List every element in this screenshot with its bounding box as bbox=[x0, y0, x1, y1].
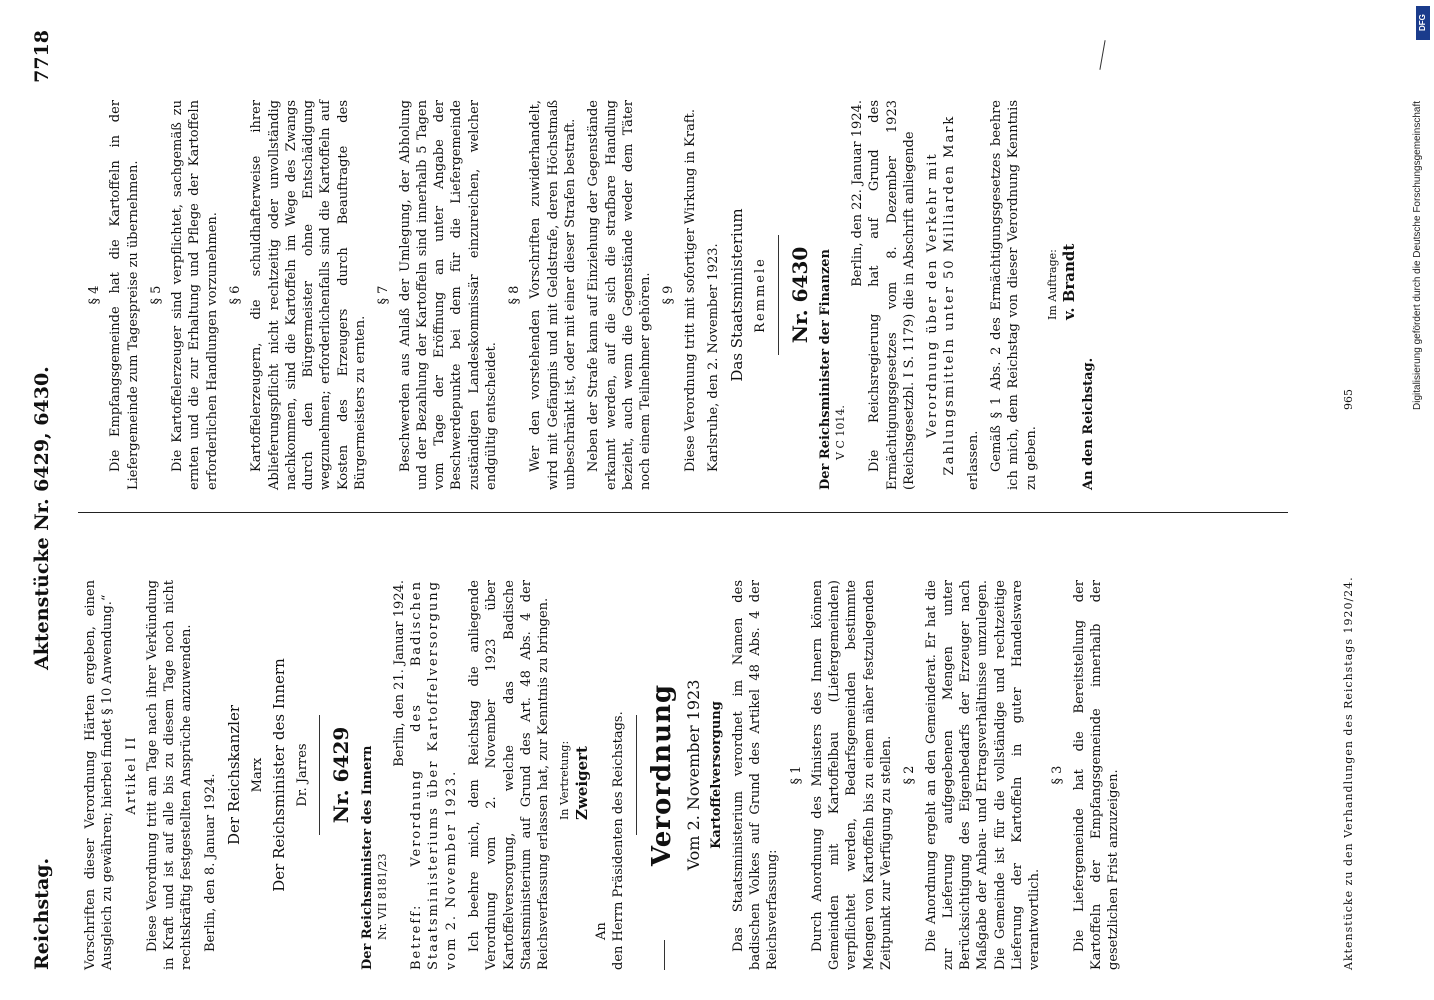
ordinance-title: Verordnung bbox=[646, 683, 677, 867]
dfg-sidebar bbox=[1412, 0, 1434, 1000]
paragraph: Die Empfangsgemeinde hat die Kartoffeln in der Liefergemeinde zum Tagespreise zu übernehmen. bbox=[108, 100, 141, 490]
dfg-funding-note: Digitalisierung gefördert durch die Deutsche Forschungsgemeinschaft bbox=[1412, 100, 1423, 410]
mandate-label: Im Auftrage: bbox=[1045, 249, 1059, 320]
header-page-number: 7718 bbox=[31, 30, 53, 83]
paragraph: Gemäß § 1 Abs. 2 des Ermächtigungsgesetzes beehre ich mich, dem Reichstag von dieser Verordnung Kenntnis zu geben. bbox=[988, 100, 1039, 490]
paragraph: Die Anordnung ergeht an den Gemeinderat. Er hat die zur Lieferung aufgegebenen Mengen unter Berücksichtigung des Eigenbedarfs der Erzeuger nach Maßgabe der Anbau- und Ertragsverhältnisse umzulegen. Die Gemeinde ist für die vollständige und rechtzeitige Lieferung der Kartoffeln in guter Handelsware verantwortlich. bbox=[923, 580, 1043, 970]
header-left: Reichstag. bbox=[31, 857, 53, 970]
header-title: Aktenstücke Nr. 6429, 6430. bbox=[31, 366, 53, 670]
signature-name: Remmele bbox=[753, 257, 769, 333]
signature-role: Das Staatsministerium bbox=[728, 208, 747, 382]
separator bbox=[778, 235, 779, 355]
paragraph: Neben der Strafe kann auf Einziehung der Gegenstände erkannt werden, auf die sich die strafbare Handlung bezieht, auch wenn die Gegenstände weder dem Täter noch einem Teilnehmer gehören. bbox=[586, 100, 654, 490]
separator bbox=[636, 715, 637, 835]
reference-number: V C 1014. bbox=[834, 405, 848, 460]
section-number: § 7 bbox=[376, 285, 392, 305]
paragraph: Kartoffelerzeugern, die schuldhafterweise ihrer Ablieferungspflicht nicht rechtzeitig oder unvollständig nachkommen, sind die Kartoffeln im Wege des Zwangs durch den Bürgermeister ohne Entschädigung wegzunehmen; erforderlichenfalls sind die Kartoffeln auf Kosten des Erzeugers durch Beauftragte des Bürgermeisters zu ernten. bbox=[249, 100, 368, 490]
sender: Der Reichsminister der Finanzen bbox=[818, 248, 834, 490]
left-column bbox=[82, 580, 1332, 970]
section-number: § 6 bbox=[227, 285, 243, 305]
paragraph: Die Liefergemeinde hat die Bereitstellung der Kartoffeln der Empfangsgemeinde innerhalb der gesetzlichen Frist anzuzeigen. bbox=[1071, 580, 1122, 970]
date-line: Karlsruhe, den 2. November 1923. bbox=[706, 243, 721, 472]
ordinance-reference: Verordnung über den Verkehr mit Zahlungsmitteln unter 50 Milliarden Mark bbox=[925, 114, 958, 476]
rotated-document-page bbox=[30, 30, 1390, 970]
page-header bbox=[30, 30, 66, 970]
section-number: § 8 bbox=[507, 285, 523, 305]
paragraph: Diese Verordnung tritt mit sofortiger Wirkung in Kraft. bbox=[682, 108, 698, 472]
ordinance-subject: Kartoffelversorgung bbox=[709, 701, 725, 849]
document-number: Nr. 6429 bbox=[329, 726, 354, 824]
document-number: Nr. 6430 bbox=[787, 246, 812, 344]
paragraph: Diese Verordnung tritt am Tage nach ihrer Verkündung in Kraft und ist auf alle bis zu diesem Tage noch nicht rechtskräftig festgestellten Ansprüche anzuwenden. bbox=[144, 580, 195, 970]
subject-line: Betreff: Verordnung des Badischen Staatsministeriums über Kartoffelversorgung vom 2. November 1923. bbox=[409, 580, 459, 970]
signature-name: Dr. Jarres bbox=[295, 743, 311, 807]
addressee-label: An bbox=[594, 922, 609, 940]
separator bbox=[319, 715, 320, 835]
paragraph: Durch Anordnung des Ministers des Innern können Gemeinden mit Kartoffelbau (Liefergemeinden) verpflichtet werden, Bedarfsgemeinden bestimmte Mengen von Kartoffeln bis zu einem näher festzulegenden Zeitpunkt zur Verfügung zu stellen. bbox=[809, 580, 894, 970]
signature-role: Der Reichsminister des Innern bbox=[270, 658, 289, 892]
column-divider bbox=[78, 512, 1288, 513]
deputy-name: Zweigert bbox=[573, 746, 592, 820]
paragraph: Ich beehre mich, dem Reichstag die anliegende Verordnung vom 2. November 1923 über Kartoffelversorgung, welche das Badische Staatsministerium auf Grund des Art. 48 Abs. 4 der Reichsverfassung erlassen hat, zur Kenntnis zu bringen. bbox=[467, 580, 552, 970]
paragraph: Vorschriften dieser Verordnung Härten ergeben, einen Ausgleich zu gewähren; hierbei findet § 10 Anwendung.“ bbox=[83, 580, 116, 970]
section-number: § 4 bbox=[87, 285, 102, 305]
paragraph: erlassen. bbox=[965, 430, 981, 490]
dfg-logo: DFG bbox=[1416, 6, 1430, 40]
addressee: den Herrn Präsidenten des Reichstags. bbox=[611, 711, 627, 970]
ordinance-date: Vom 2. November 1923 bbox=[684, 679, 704, 871]
paragraph: Das Staatsministerium verordnet im Namen des badischen Volkes auf Grund des Artikel 48 Abs. 4 der Reichsverfassung: bbox=[730, 580, 781, 970]
footer-page-number: 965 bbox=[1342, 389, 1355, 410]
section-number: § 5 bbox=[148, 285, 164, 305]
date-line: Berlin, den 8. Januar 1924. bbox=[202, 773, 218, 952]
paragraph: Die Kartoffelerzeuger sind verpflichtet, sachgemäß zu ernten und die zur Erhaltung und Pflege der Kartoffeln erforderlichen Handlungen vorzunehmen. bbox=[170, 100, 220, 490]
mandate-name: v. Brandt bbox=[1060, 243, 1079, 320]
deputy-label: In Vertretung: bbox=[558, 740, 572, 820]
section-number: § 1 bbox=[788, 765, 804, 785]
section-number: § 2 bbox=[902, 765, 918, 785]
addressee: An den Reichstag. bbox=[1081, 357, 1097, 490]
page-footer: Aktenstücke zu den Verhandlungen des Reichstags 1920/24. bbox=[1342, 576, 1355, 970]
signature-name: Marx bbox=[249, 757, 265, 793]
paragraph: Die Reichsregierung hat auf Grund des Ermächtigungsgesetzes vom 8. Dezember 1923 (Reichsgesetzbl. I S. 1179) die in Abschrift anliegende bbox=[867, 100, 917, 490]
date-line: Berlin, den 22. Januar 1924. bbox=[850, 100, 865, 287]
section-number: § 3 bbox=[1050, 765, 1066, 785]
paragraph: Beschwerden aus Anlaß der Umlegung, der Abholung und der Bezahlung der Kartoffeln sind innerhalb 5 Tagen vom Tage der Eröffnung an unter Angabe der Beschwerdepunkte bei dem für die Liefergemeinde zuständigen Landeskommissär einzureichen, welcher endgültig entscheidet. bbox=[397, 100, 499, 490]
article-title: Artikel II bbox=[123, 735, 139, 815]
paragraph: Wer den vorstehenden Vorschriften zuwiderhandelt, wird mit Gefängnis und mit Geldstrafe, deren Höchstmaß unbeschränkt ist, oder mit einer dieser Strafen bestraft. bbox=[528, 100, 579, 490]
signature-role: Der Reichskanzler bbox=[224, 705, 243, 846]
date-line: Berlin, den 21. Januar 1924. bbox=[391, 580, 407, 767]
sender: Der Reichsminister des Innern bbox=[360, 745, 375, 970]
scan-mark bbox=[664, 940, 665, 970]
reference-number: Nr. VII 8181/23 bbox=[376, 853, 390, 940]
right-column bbox=[82, 100, 1332, 490]
section-number: § 9 bbox=[661, 285, 677, 305]
